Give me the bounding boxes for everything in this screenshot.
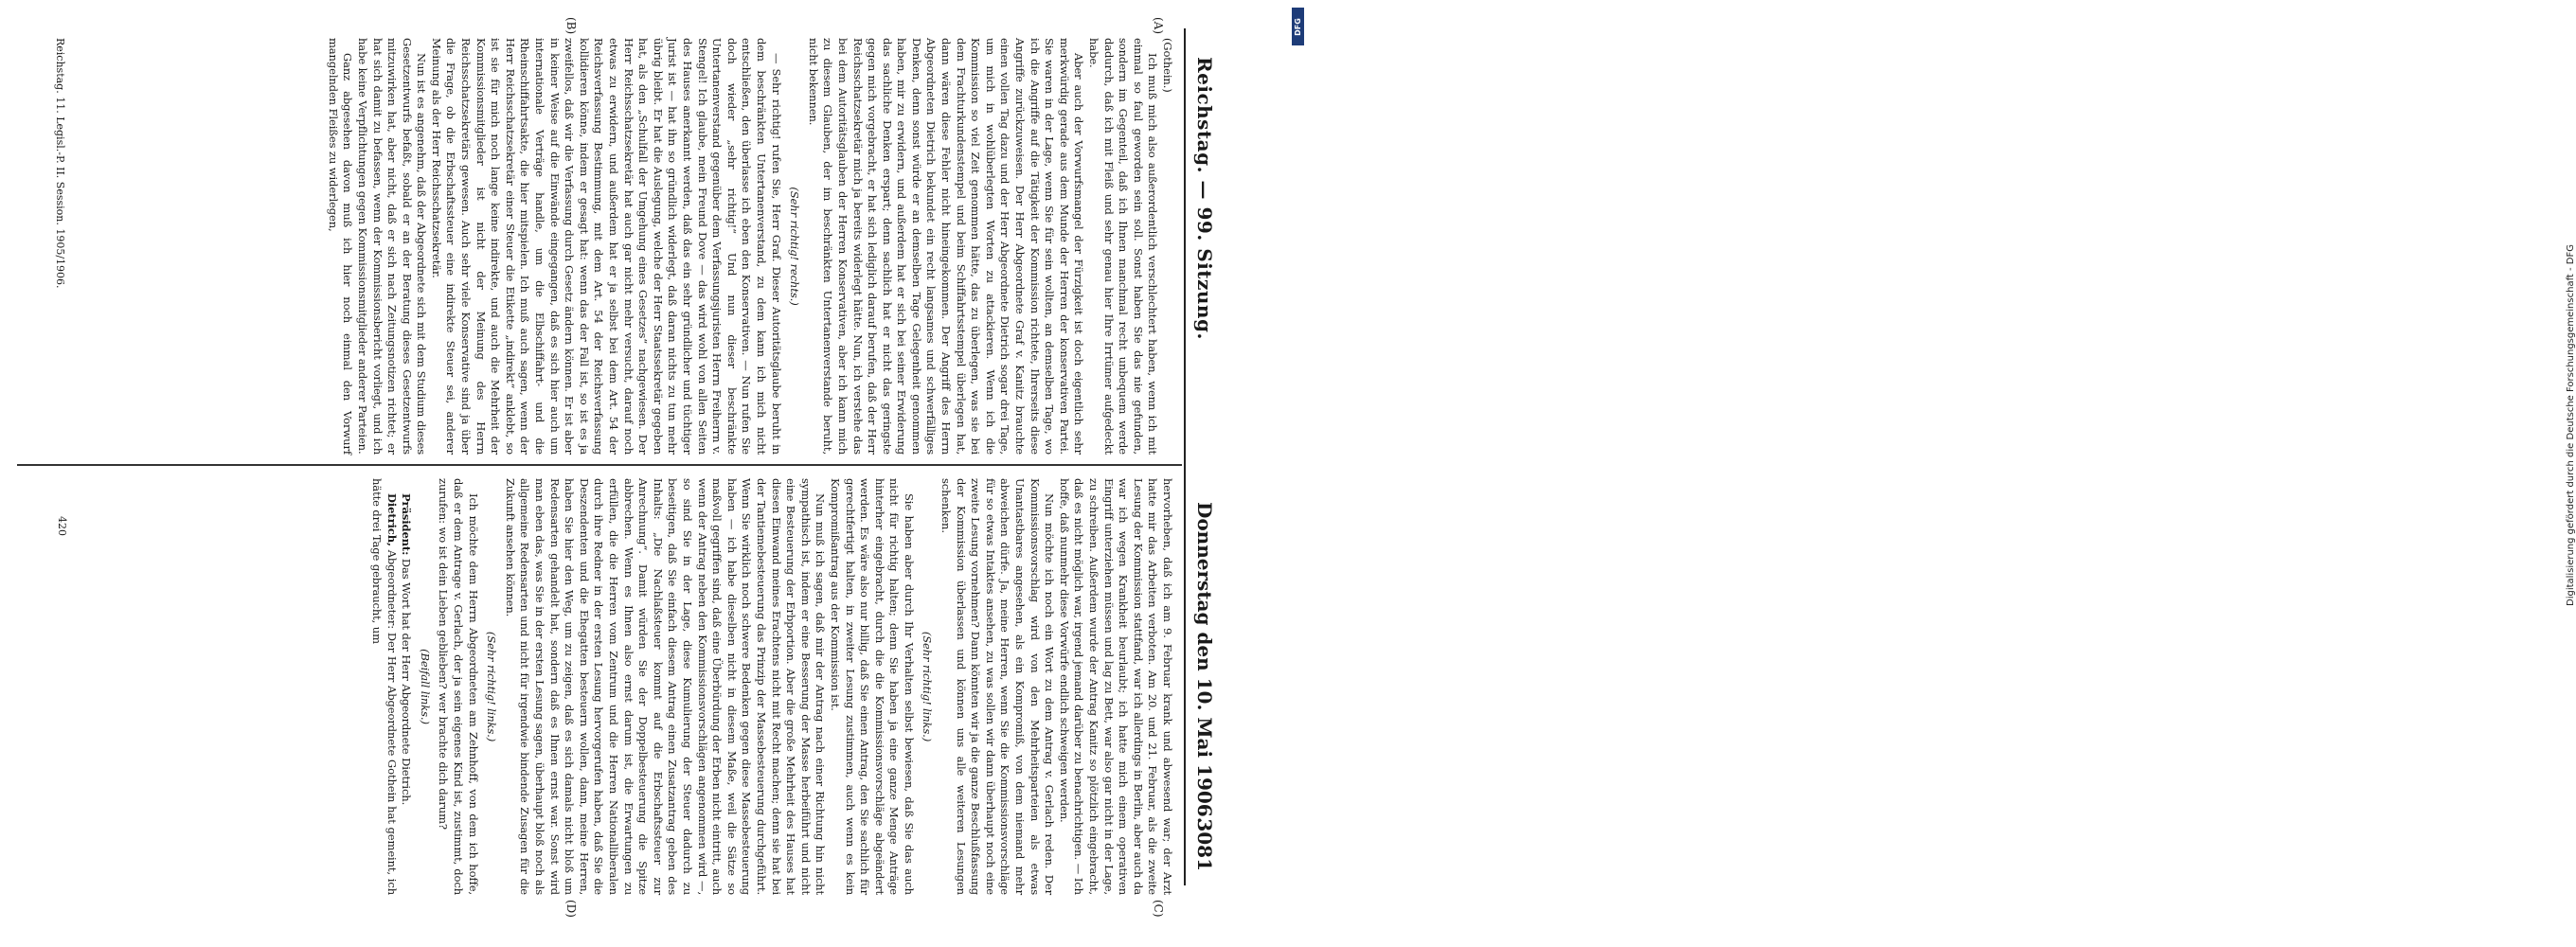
running-title: Reichstag. — 99. Sitzung. bbox=[1193, 57, 1216, 340]
margin-marker-b: (B) bbox=[564, 17, 578, 35]
session-date: Donnerstag den 10. Mai 1906. bbox=[1193, 502, 1216, 824]
margin-marker-a: (A) bbox=[1152, 17, 1165, 35]
scanned-page-frame bbox=[0, 0, 1241, 947]
paragraph: — Sehr richtig! rufen Sie, Herr Graf. Dieser Autoritätsglaube beruht in dem beschränkten Untertanenverstand, zu dem kann ich mich nicht entschließen, den überlasse ich eben den Konservativen. — Nun rufen Sie doch wieder „sehr richtig!“ Und nun dieser beschränkte Untertanenverstand gegenüber dem Verfassungsjuristen Herrn Freiherrn v. Stengel! Ich glaube, mein Freund Dove — das wird wohl von allen Seiten des Hauses anerkannt werden, daß das ein sehr gründlicher und tüchtiger Jurist ist — hat ihn so gründlich widerlegt, daß daran nichts zu tun mehr übrig bleibt. Er hat die Auslegung, welche der Herr Staatssekretär gegeben hat, als den „Schulfall der Umgehung eines Gesetzes“ nachgewiesen. Der Herr Reichsschatzsekretär hat auch gar nicht mehr versucht, darauf noch etwas zu erwidern, und außerdem hat er ja selbst bei dem Art. 54 der Reichsverfassung Bestimmung, mit dem Art. 54 der Reichsverfassung kollidieren könne, indem er gesagt hat: wenn das der Fall ist, so ist es ja zweifellos, daß wir die Verfassung durch Gesetz ändern können. Er ist aber in keiner Weise auf die Einwände eingegangen, daß es sich hier auch um internationale Verträge handle, um die Elbschiffahrt- und die Rheinschiffahrtsakte, die hier mitspielen. Ich muß auch sagen, wenn der Herr Reichsschatzsekretär einer Steuer die Etikette „indirekt“ anklebt, so ist sie für mich noch lange keine indirekte, und auch die Mehrheit der Kommissionsmitglieder ist nicht der Meinung des Herrn Reichsschatzsekretärs gewesen. Auch sehr viele Konservative sind ja über die Frage, ob die Erbschaftssteuer eine indirekte Steuer sei, anderer Meinung als der Herr Reichsschatzsekretär. bbox=[429, 38, 783, 455]
paragraph: Nun muß ich sagen, daß mir der Antrag nach einer Richtung hin nicht sympathisch ist, indem er eine Besserung der Masse herbeiführt und nicht eine Besteuerung der Erbportion. Aber die große Mehrheit des Hauses hat diesen Einwand meines Erachtens nicht mit Recht machen; denn sie hat bei der Tantiemebesteuerung das Prinzip der Massebesteuerung durchgeführt. Wenn Sie wirklich noch schwere Bedenken gegen diese Massebesteuerung haben — ich habe dieselben nicht in diesem Maße, weil die Sätze so maßvoll gegriffen sind, daß eine Überbürdung der Erben nicht eintritt, auch wenn der Antrag neben den Kommissionsvorschlägen angenommen wird —, so sind Sie in der Lage, diese Kumulierung der Steuer dadurch zu beseitigen, daß Sie einfach diesem Antrag einen Zusatzantrag geben des Inhalts: „Die Nachlaßsteuer kommt auf die Erbschaftssteuer zur Anrechnung“. Damit würden Sie der Doppelbesteuerung die Spitze abbrechen. Wenn es Ihnen also ernst darum ist, die Erwartungen zu erfüllen, die die Herren vom Zentrum und die Herren Nationalliberalen durch ihre Redner in der ersten Lesung hervorgerufen haben, daß Sie die Deszendenten und die Ehegatten besteuern wollen, dann, meine Herren, haben Sie hier den Weg, um zu zeigen, daß es sich damals nicht bloß um Redensarten gehandelt hat, sondern daß es Ihnen ernst war. Sonst wird man eben das, was Sie in der ersten Lesung sagen, überhaupt bloß noch als allgemeine Redensarten und nicht für irgendwie bindende Zusagen für die Zukunft ansehen können. bbox=[503, 478, 828, 895]
paragraph: Ich muß mich also außerordentlich verschlechtert haben, wenn ich mit einmal so faul geworden sein soll. Sonst haben Sie das nie gefunden, sondern im Gegenteil, daß ich Ihnen manchmal recht unbequem werde dadurch, daß ich mit Fleiß und sehr genau hier Ihre Irrtümer aufgedeckt habe. bbox=[1087, 38, 1160, 455]
president-label: Präsident: bbox=[400, 493, 414, 556]
interjection: (Beifall links.) bbox=[418, 649, 432, 724]
speaker-tag: (Gothein.) bbox=[1161, 38, 1174, 93]
paragraph: Nun ist es angenehm, daß der Abgeordnete sich mit dem Studium dieses Gesetzentwurfs befaßt, sobald er an der Beratung dieses Gesetzentwurfs mitzuwirken hat, aber nicht, daß er sich nach Zeitungsnotizen richtet; er hat sich damit zu befassen, wenn der Kommissionsbericht vorliegt, und ich habe keine Verpflichtungen gegen Kommissionsmitglieder anderer Parteien. bbox=[355, 38, 429, 455]
speaker-role: Abgeordneter: bbox=[385, 549, 399, 630]
page-header bbox=[1184, 57, 1222, 871]
footer-session: Reichstag. 11. Legisl.-P. II. Session. 1905/1906. bbox=[54, 38, 66, 289]
interjection: (Sehr richtig! links.) bbox=[921, 631, 935, 742]
speaker-name: Dietrich, bbox=[385, 493, 399, 546]
margin-marker-c: (C) bbox=[1152, 900, 1165, 918]
dfg-logo bbox=[1292, 8, 1304, 45]
paragraph: Ganz abgesehen davon muß ich hier noch einmal den Vorwurf mangelnden Fleißes zu widerlegen, bbox=[326, 38, 355, 455]
paragraph: Nun möchte ich noch ein Wort zu dem Antrag v. Gerlach reden. Der Kommissionsvorschlag wird von den Mehrheitsparteien als etwas Unantastbares angesehen, als ein Kompromiß, von dem niemand mehr abweichen dürfe. Ja, meine Herren, wenn Sie die Kommissionsvorschläge für so etwas Intaktes ansehen, zu was sollen wir dann überhaupt noch eine zweite Lesung vornehmen? Dann könnten wir ja die ganze Beschlußfassung der Kommission überlassen und können uns alle weiteren Lesungen schenken. bbox=[939, 478, 1057, 895]
right-column bbox=[369, 478, 1174, 895]
header-rule bbox=[1184, 28, 1186, 885]
margin-marker-d: (D) bbox=[564, 900, 578, 918]
paragraph: Ich möchte dem Herrn Abgeordneten am Zehnhoff, von dem ich hoffe, daß er dem Antrage v. Gerlach, der ja sein eigenes Kind ist, zustimmt, doch zurufen: wo ist dein Lieben geblieben? wer brachte dich darum? bbox=[437, 478, 480, 895]
column-divider bbox=[17, 464, 1182, 466]
president-text: Das Wort hat der Herr Abgeordnete Dietrich. bbox=[400, 558, 414, 806]
paragraph: Aber auch der Vorwurfsmangel der Fürzigkeit ist doch eigentlich sehr merkwürdig gerade aus dem Munde der Herren der konservativen Partei. Sie waren in der Lage, wenn Sie für sein wollten, an demselben Tage, wo ich die Angriffe auf die Tätigkeit der Kommission richtete, Ihrerseits diese Angriffe zurückzuweisen. Der Herr Abgeordnete Graf v. Kanitz brauchte einen vollen Tag dazu und der Herr Abgeordnete Dietrich sogar drei Tage, um mich in wohlüberlegten Worten zu attackieren. Wenn ich die Kommission so viel Zeit genommen hätte, das zu überlegen, was sie bei dem Frachturkundenstempel und beim Schiffahrtsstempel überlegen hat, dann wären diese Fehler nicht hineingekommen. Der Angriff des Herrn Abgeordneten Dietrich bekundet ein recht langsames und schwerfälliges Denken, denn sonst würde er an demselben Tage Gelegenheit genommen haben, mir zu erwidern, und außerdem hat er sich bei seiner Erwiderung das sachliche Denken erspart; denn sachlich hat er nicht das geringste gegen mich vorgebracht, er hat sich lediglich darauf berufen, daß der Herr Reichsschatzsekretär mich ja bereits widerlegt hätte. Nun, ich verstehe das bei dem Autoritätsglauben der Herren Konservativen, aber ich kann mich zu diesem Glauben, der im beschränkten Untertanenverstande beruht, nicht bekennen. bbox=[806, 38, 1086, 455]
page-number: 3081 bbox=[1193, 818, 1216, 871]
interjection: (Sehr richtig! links.) bbox=[485, 631, 499, 742]
left-column bbox=[325, 38, 1174, 455]
digitization-credit: Digitalisierung gefördert durch die Deutsche Forschungsgemeinschaft - DFG bbox=[2566, 243, 2576, 606]
page-footer bbox=[54, 38, 68, 536]
sheet-number: 420 bbox=[56, 516, 68, 536]
speaker-statement bbox=[369, 478, 399, 895]
digitization-note bbox=[1279, 0, 2576, 947]
paragraph: hervorheben, daß ich am 9. Februar krank und abwesend war; der Arzt hatte mir das Arbeiten verboten. Am 20. und 21. Februar, als die zweite Lesung der Kommission stattfand, war ich allerdings in Berlin, aber auch da war ich wegen Krankheit beurlaubt; ich hatte mich einem operativen Eingriff unterziehen müssen und lag zu Bett, war also gar nicht in der Lage, zu schreiben. Außerdem wurde der Antrag Kanitz so plötzlich eingebracht, daß es nicht möglich war, irgend jemand darüber zu benachrichtigen. — Ich hoffe, daß nunmehr diese Vorwürfe endlich schweigen werden. bbox=[1057, 478, 1174, 895]
interjection: (Sehr richtig! rechts.) bbox=[788, 187, 802, 306]
scanned-page bbox=[0, 0, 1241, 947]
speaker-text: Der Herr Abgeordnete Gothein hat gemeint, ich hätte drei Tage gebraucht, um bbox=[370, 478, 399, 896]
president-statement bbox=[399, 478, 414, 895]
dfg-logo-text: DFG bbox=[1294, 17, 1303, 36]
paragraph: Sie haben aber durch Ihr Verhalten selbst bewiesen, daß Sie das auch nicht für richtig halten; denn Sie haben ja eine ganze Menge Anträge hinterher eingebracht, durch die die Kommissionsvorschläge abgeändert werden. Es wäre also nur billig, daß Sie einen Antrag, den Sie sachlich für gerechtfertigt halten, in zweiter Lesung zustimmen, auch wenn es kein Kompromißantrag aus der Kommission ist. bbox=[828, 478, 916, 895]
